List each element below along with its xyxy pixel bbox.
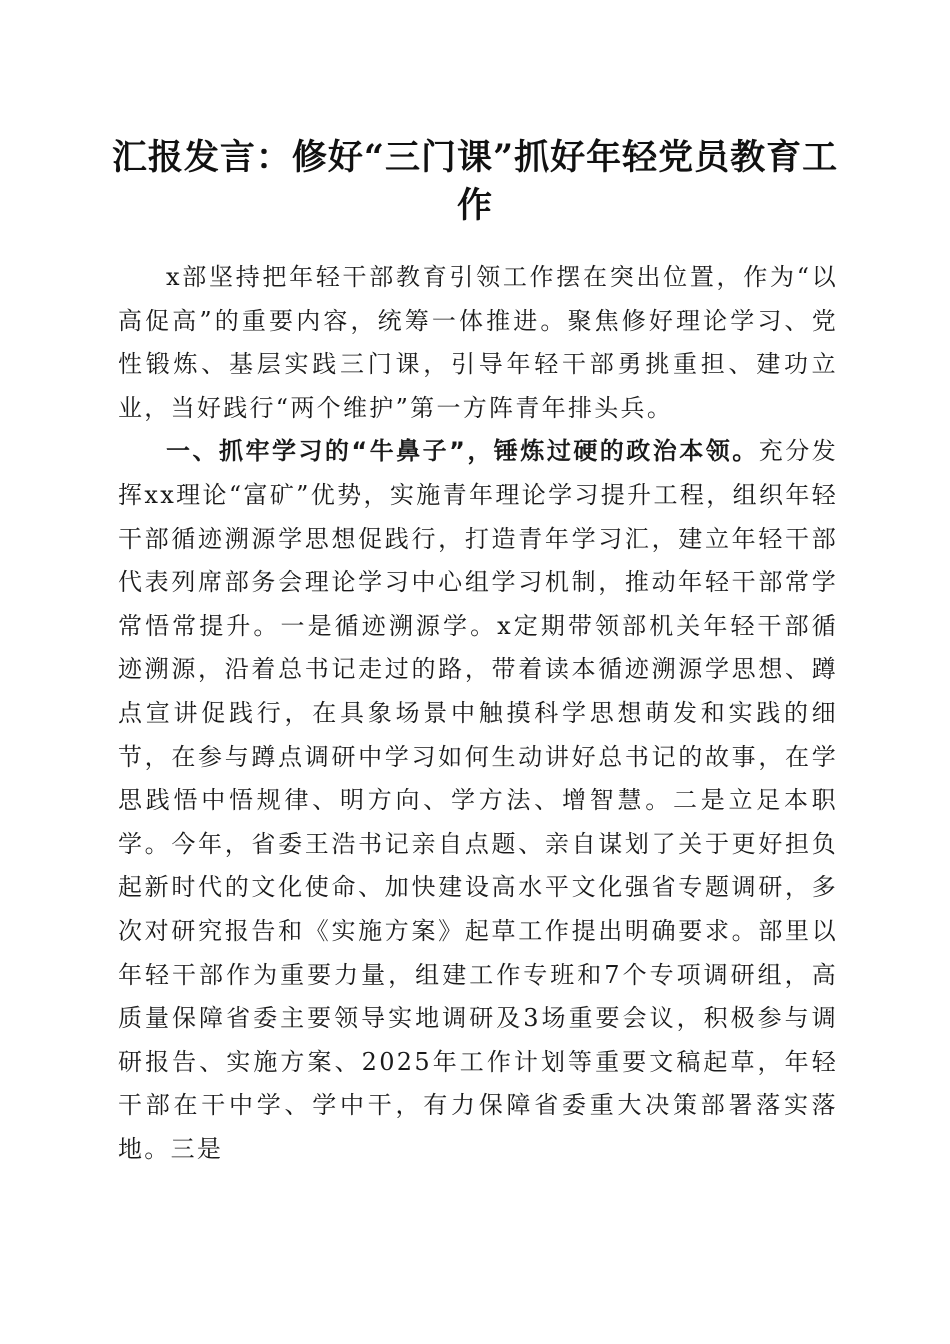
document-title: 汇报发言：修好“三门课”抓好年轻党员教育工作 — [111, 137, 839, 226]
paragraph-intro — [118, 256, 838, 430]
section-1-text: 充分发挥xx理论“富矿”优势，实施青年理论学习提升工程，组织年轻干部循迹溯源学思想促践行，打造青年学习汇，建立年轻干部代表列席部务会理论学习中心组学习机制，推动年轻干部常学常悟常提升。一是循迹溯源学。x定期带领部机关年轻干部循迹溯源，沿着总书记走过的路，带着读本循迹溯源学思想、蹲点宣讲促践行，在具象场景中触摸科学思想萌发和实践的细节，在参与蹲点调研中学习如何生动讲好总书记的故事，在学思践悟中悟规律、明方向、学方法、增智慧。二是立足本职学。今年，省委王浩书记亲自点题、亲自谋划了关于更好担负起新时代的文化使命、加快建设高水平文化强省专题调研，多次对研究报告和《实施方案》起草工作提出明确要求。部里以年轻干部作为重要力量，组建工作专班和7个专项调研组，高质量保障省委主要领导实地调研及3场重要会议，积极参与调研报告、实施方案、2025年工作计划等重要文稿起草，年轻干部在干中学、学中干，有力保障省委重大决策部署落实落地。三是 — [118, 437, 838, 1163]
paragraph-intro-text: x部坚持把年轻干部教育引领工作摆在突出位置，作为“以高促高”的重要内容，统筹一体推进。聚焦修好理论学习、党性锻炼、基层实践三门课，引导年轻干部勇挑重担、建功立业，当好践行“两个维护”第一方阵青年排头兵。 — [118, 263, 838, 422]
paragraph-section-1 — [118, 430, 838, 1171]
document-body — [118, 256, 838, 1171]
section-1-heading: 一、抓牢学习的“牛鼻子”，锤炼过硬的政治本领。 — [166, 437, 759, 466]
